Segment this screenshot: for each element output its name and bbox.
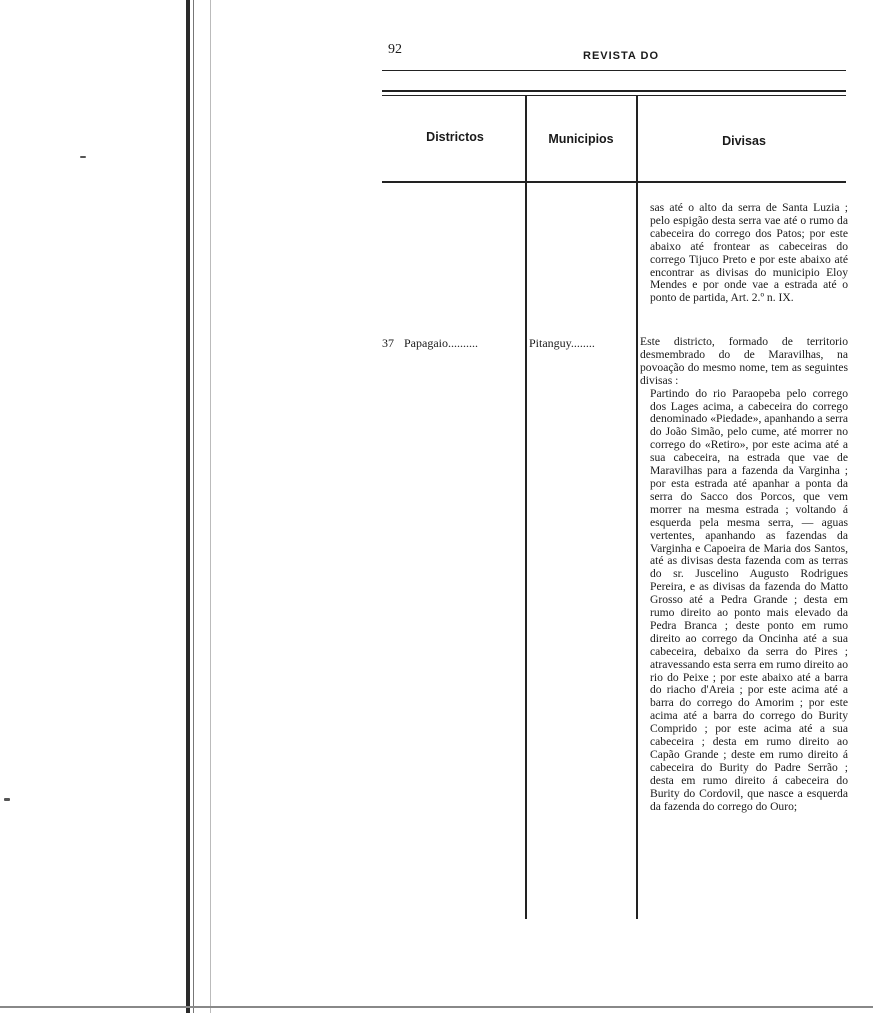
table-top-rule [382,90,846,92]
column-header-divisas: Divisas [722,134,766,148]
column-header-districtos: Districtos [426,130,484,144]
page-bottom-edge [0,1006,873,1008]
entry-intro: Este districto, formado de territorio desmembrado do de Maravilhas, na povoação do mesmo nome, tem as seguintes divisas : [640,335,848,387]
scan-speck [4,798,10,801]
table-top-rule-thin [382,95,846,96]
column-header-municipios: Municipios [548,132,614,146]
entry-body: Partindo do rio Paraopeba pelo corrego dos Lages acima, a cabeceira do corrego denominado «Piedade», apanhando a serra do João Simão, pelo cume, até morrer no corrego do «Retiro», por este acima até a sua cabeceira, na estrada que vae de Maravilhas para a fazenda da Varginha ; por esta estrada até apanhar a ponta da serra do Sacco dos Porcos, que vem morrer na mesma estrada ; voltando á esquerda pela mesma serra, — aguas vertentes, apanhando as fazendas da Varginha e Capoeira de Maria dos Santos, até as divisas desta fazenda com as terras do sr. Juscelino Augusto Rodrigues Pereira, e as divisas da fazenda do Matto Grosso até a Pedra Grande ; desta em rumo direito ao ponto mais elevado da Pedra Branca ; deste ponto em rumo direito ao corrego da Oncinha até a sua cabeceira, debaixo da serra do Pires ; atravessando esta serra em rumo direito ao rio do Peixe ; por este abaixo até a barra do riacho d'Areia ; por este acima até a barra do corrego do Amorim ; por este acima até a barra do corrego do Burity Comprido ; por este acima até a sua cabeceira ; desta em rumo direito ao Capão Grande ; deste em rumo direito á cabeceira do Burity do Padre Serrão ; desta em rumo direito á cabeceira do Burity do Cordovil, que nasce a esquerda da fazenda do corrego do Ouro; [650,386,848,813]
binding-gutter-edge [193,0,194,1013]
scan-speck [80,156,86,158]
column-divider-2 [636,96,638,919]
entry-number: 37 [382,336,394,350]
column-divider-1 [525,96,527,919]
continuation-text: sas até o alto da serra de Santa Luzia ; pelo espigão desta serra vae até o rumo da cabeceira do corrego dos Patos; por este abaixo até frontear as cabeceiras do corrego Tijuco Preto e por este abaixo até encontrar as divisas do municipio Eloy Mendes e por onde vae a estrada até o ponto de partida, Art. 2.º n. IX. [650,201,848,305]
divisas-continuation [650,202,848,305]
header-rule [382,70,846,71]
binding-gutter-faint [210,0,211,1013]
running-title: REVISTA DO [583,50,660,62]
district-name: Papagaio.......... [404,336,478,350]
divisas-entry-37 [640,336,848,814]
municipio-name: Pitanguy........ [529,336,595,350]
table-header-bottom-rule [382,181,846,183]
page-number: 92 [388,42,402,57]
binding-gutter-line [186,0,190,1013]
